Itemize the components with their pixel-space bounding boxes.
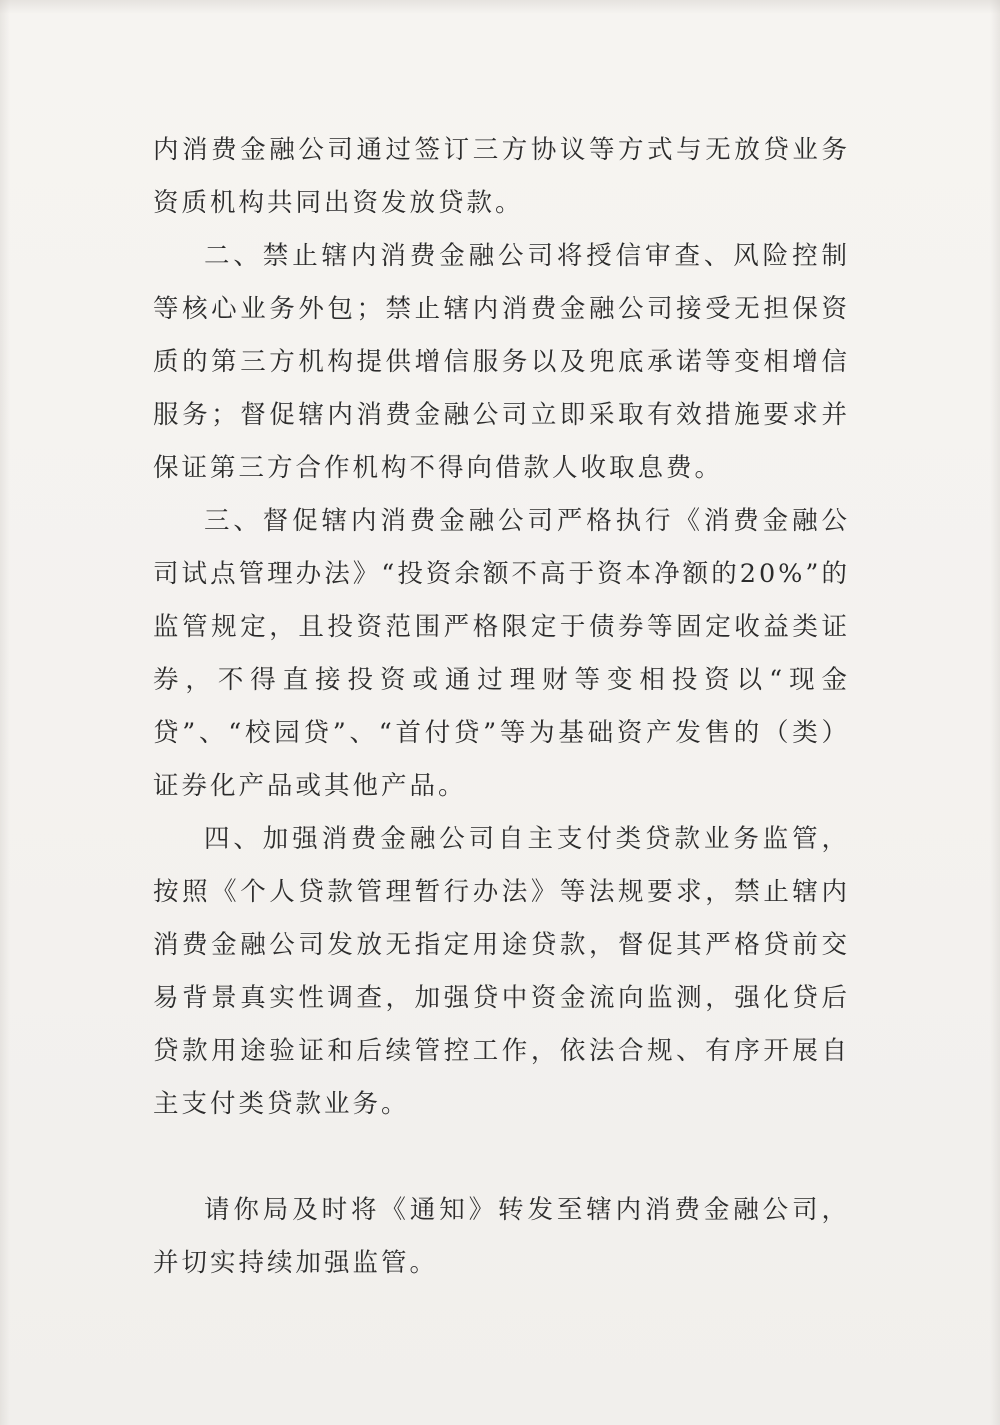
page-shadow-right — [990, 0, 1000, 1425]
page-shadow-left — [0, 0, 10, 1425]
paragraph-item-3: 三、督促辖内消费金融公司严格执行《消费金融公司试点管理办法》“投资余额不高于资本净额的20%”的监管规定，且投资范围严格限定于债券等固定收益类证券，不得直接投资或通过理财等变相投资以“现金贷”、“校园贷”、“首付贷”等为基础资产发售的（类）证券化产品或其他产品。 — [153, 506, 850, 801]
paragraph-closing: 请你局及时将《通知》转发至辖内消费金融公司，并切实持续加强监管。 — [153, 1195, 850, 1278]
page-shadow-top — [0, 0, 1000, 14]
paragraph-item-2: 二、禁止辖内消费金融公司将授信审查、风险控制等核心业务外包；禁止辖内消费金融公司接受无担保资质的第三方机构提供增信服务以及兜底承诺等变相增信服务；督促辖内消费金融公司立即采取有效措施要求并保证第三方合作机构不得向借款人收取息费。 — [153, 241, 850, 483]
paragraph-continuation: 内消费金融公司通过签订三方协议等方式与无放贷业务资质机构共同出资发放贷款。 — [153, 135, 850, 218]
paragraph-item-4: 四、加强消费金融公司自主支付类贷款业务监管，按照《个人贷款管理暂行办法》等法规要求，禁止辖内消费金融公司发放无指定用途贷款，督促其严格贷前交易背景真实性调查，加强贷中资金流向监测，强化贷后贷款用途验证和后续管控工作，依法合规、有序开展自主支付类贷款业务。 — [153, 824, 850, 1119]
document-body — [153, 124, 850, 1290]
